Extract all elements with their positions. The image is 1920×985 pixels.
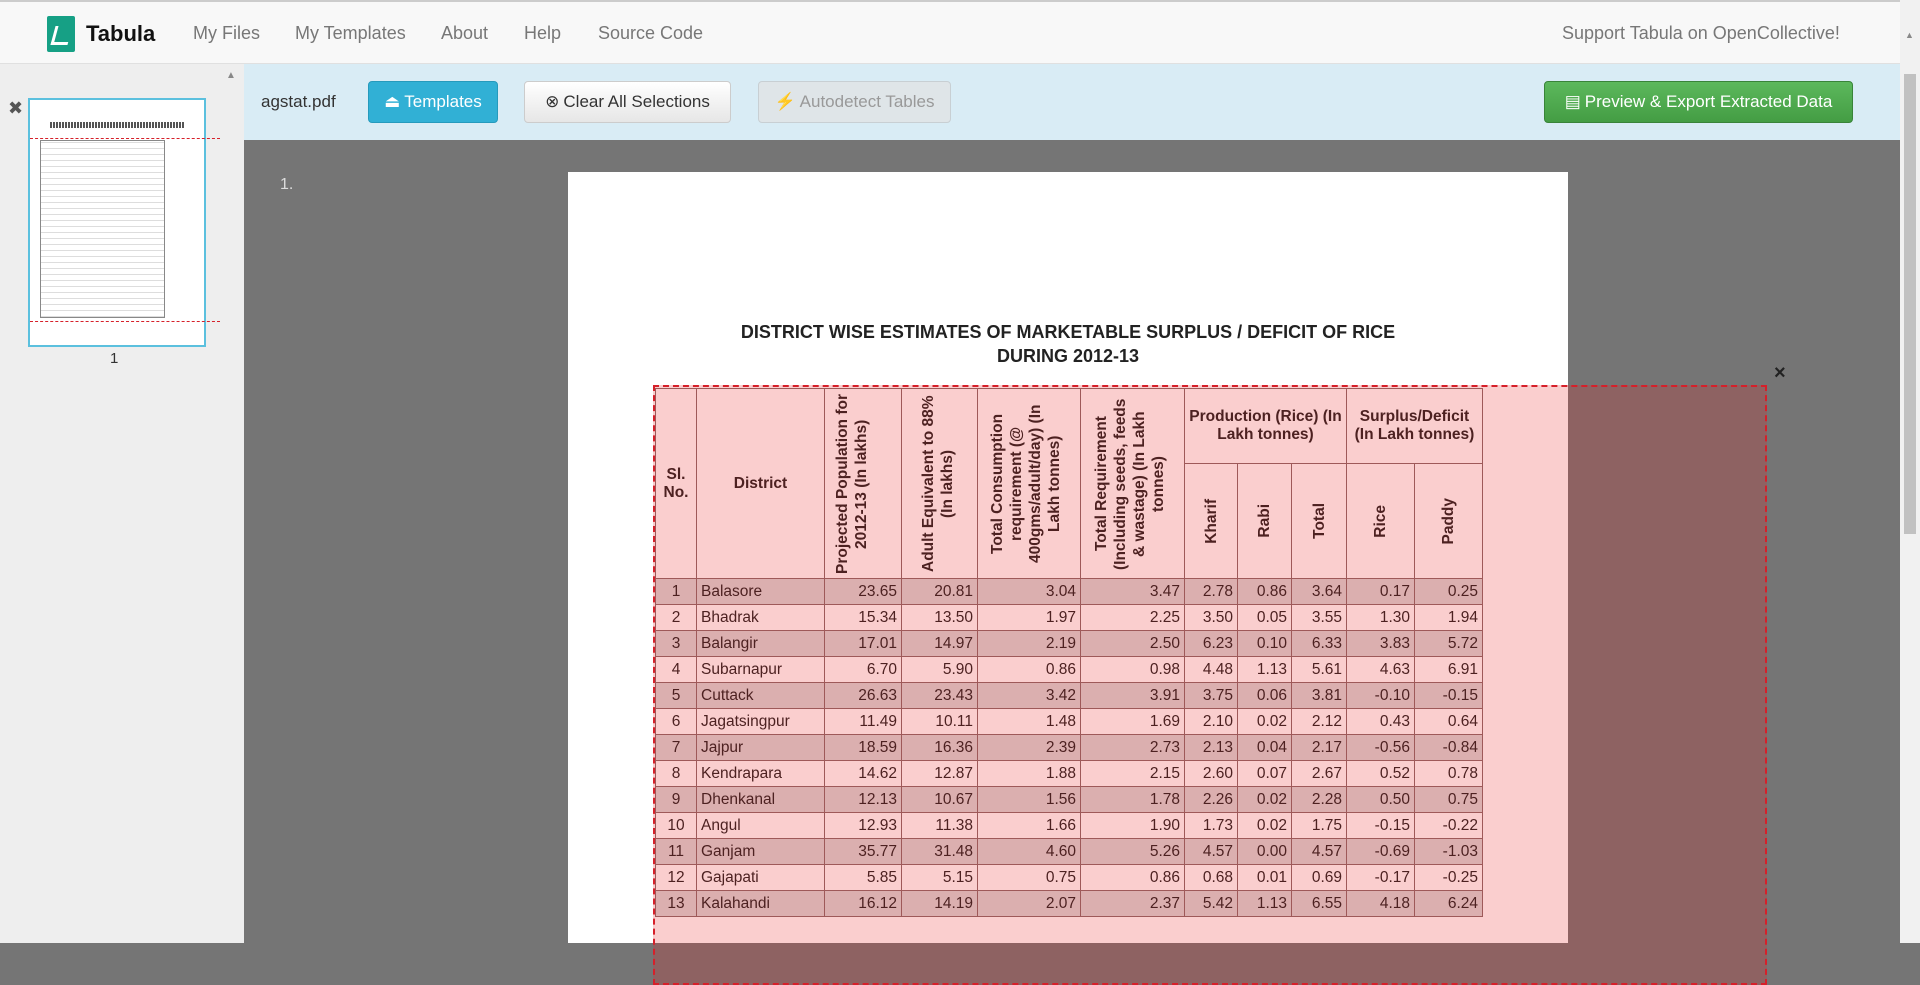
- nav-about[interactable]: About: [441, 23, 489, 43]
- table-cell: 3.50: [1185, 605, 1238, 631]
- table-cell: 10: [656, 813, 697, 839]
- table-cell: 0.69: [1292, 865, 1347, 891]
- table-cell: 16.36: [902, 735, 978, 761]
- table-cell: -0.84: [1415, 735, 1483, 761]
- table-cell: 4: [656, 657, 697, 683]
- table-cell: 1.97: [978, 605, 1081, 631]
- table-cell: 1.73: [1185, 813, 1238, 839]
- autodetect-tables-button[interactable]: ⚡ Autodetect Tables: [758, 81, 951, 123]
- navbar: [0, 0, 1900, 64]
- table-cell: 2.17: [1292, 735, 1347, 761]
- table-row: [656, 709, 1483, 735]
- table-cell: 11: [656, 839, 697, 865]
- table-cell: Balasore: [697, 579, 825, 605]
- header-rice: Rice: [1347, 464, 1415, 579]
- table-cell: 0.52: [1347, 761, 1415, 787]
- table-cell: 2.12: [1292, 709, 1347, 735]
- table-row: [656, 839, 1483, 865]
- header-paddy: Paddy: [1415, 464, 1483, 579]
- table-cell: 6.24: [1415, 891, 1483, 917]
- table-cell: 2.78: [1185, 579, 1238, 605]
- table-cell: 18.59: [825, 735, 902, 761]
- table-cell: 3.75: [1185, 683, 1238, 709]
- table-cell: -0.10: [1347, 683, 1415, 709]
- table-cell: 11.49: [825, 709, 902, 735]
- table-cell: 2.67: [1292, 761, 1347, 787]
- templates-button[interactable]: ⏏ Templates: [368, 81, 498, 123]
- data-table: [655, 388, 1483, 917]
- table-cell: 1.90: [1081, 813, 1185, 839]
- table-cell: 0.04: [1238, 735, 1292, 761]
- table-cell: 4.57: [1292, 839, 1347, 865]
- table-cell: 5.85: [825, 865, 902, 891]
- table-cell: 1.78: [1081, 787, 1185, 813]
- table-cell: Dhenkanal: [697, 787, 825, 813]
- table-cell: Angul: [697, 813, 825, 839]
- table-cell: Bhadrak: [697, 605, 825, 631]
- table-cell: 12.13: [825, 787, 902, 813]
- header-requirement: Total Requirement (Including seeds, feeds & wastage) (In Lakh tonnes): [1081, 389, 1185, 579]
- table-cell: 3.04: [978, 579, 1081, 605]
- table-cell: 12.93: [825, 813, 902, 839]
- remove-circle-icon: ⊗: [545, 92, 560, 111]
- selection-close-icon[interactable]: ×: [1774, 362, 1786, 384]
- table-cell: 1.30: [1347, 605, 1415, 631]
- table-cell: 6.33: [1292, 631, 1347, 657]
- table-cell: 2.37: [1081, 891, 1185, 917]
- table-row: [656, 787, 1483, 813]
- table-cell: 17.01: [825, 631, 902, 657]
- brand[interactable]: Tabula: [86, 21, 156, 46]
- tabula-logo-icon[interactable]: [47, 16, 75, 52]
- table-cell: -0.22: [1415, 813, 1483, 839]
- nav-support[interactable]: Support Tabula on OpenCollective!: [1562, 23, 1840, 43]
- table-cell: 0.00: [1238, 839, 1292, 865]
- page-number: 1.: [280, 176, 294, 193]
- table-cell: 23.65: [825, 579, 902, 605]
- thumbnail-selection: [30, 138, 220, 322]
- table-cell: 0.10: [1238, 631, 1292, 657]
- table-cell: 4.63: [1347, 657, 1415, 683]
- table-cell: 0.01: [1238, 865, 1292, 891]
- table-cell: 0.25: [1415, 579, 1483, 605]
- header-population: Projected Population for 2012-13 (In lakhs): [825, 389, 902, 579]
- header-adult-equivalent: Adult Equivalent to 88% (In lakhs): [902, 389, 978, 579]
- table-cell: 3.64: [1292, 579, 1347, 605]
- table-cell: 1: [656, 579, 697, 605]
- table-row: [656, 735, 1483, 761]
- table-cell: 0.86: [1081, 865, 1185, 891]
- header-total: Total: [1292, 464, 1347, 579]
- table-cell: -0.17: [1347, 865, 1415, 891]
- table-cell: 3.47: [1081, 579, 1185, 605]
- table-cell: 13.50: [902, 605, 978, 631]
- thumbnail-title: [50, 122, 184, 128]
- page-sidebar: [0, 64, 244, 943]
- table-cell: Subarnapur: [697, 657, 825, 683]
- table-cell: 5.26: [1081, 839, 1185, 865]
- preview-export-button[interactable]: ▤ Preview & Export Extracted Data: [1544, 81, 1853, 123]
- header-kharif: Kharif: [1185, 464, 1238, 579]
- table-cell: 0.78: [1415, 761, 1483, 787]
- table-cell: 2.13: [1185, 735, 1238, 761]
- table-cell: 1.13: [1238, 657, 1292, 683]
- table-cell: 0.17: [1347, 579, 1415, 605]
- table-cell: 6.55: [1292, 891, 1347, 917]
- table-cell: 0.02: [1238, 787, 1292, 813]
- scroll-up-icon[interactable]: ▲: [1905, 30, 1914, 40]
- table-cell: 3.81: [1292, 683, 1347, 709]
- table-cell: 14.97: [902, 631, 978, 657]
- table-cell: Kendrapara: [697, 761, 825, 787]
- clear-all-selections-button[interactable]: ⊗ Clear All Selections: [524, 81, 731, 123]
- table-cell: 2.25: [1081, 605, 1185, 631]
- table-cell: 10.11: [902, 709, 978, 735]
- table-cell: Kalahandi: [697, 891, 825, 917]
- filename: agstat.pdf: [261, 92, 336, 111]
- table-cell: 2.60: [1185, 761, 1238, 787]
- table-cell: 4.60: [978, 839, 1081, 865]
- table-cell: -0.15: [1415, 683, 1483, 709]
- table-cell: 5.90: [902, 657, 978, 683]
- table-cell: 11.38: [902, 813, 978, 839]
- table-cell: 2.15: [1081, 761, 1185, 787]
- header-consumption: Total Consumption requirement (@ 400gms/adult/day) (In Lakh tonnes): [978, 389, 1081, 579]
- table-cell: 0.68: [1185, 865, 1238, 891]
- table-cell: -0.15: [1347, 813, 1415, 839]
- header-surplus: Surplus/Deficit (In Lakh tonnes): [1347, 389, 1483, 464]
- table-cell: -0.69: [1347, 839, 1415, 865]
- table-cell: 12: [656, 865, 697, 891]
- table-row: [656, 579, 1483, 605]
- table-row: [656, 605, 1483, 631]
- table-cell: 1.13: [1238, 891, 1292, 917]
- table-cell: 31.48: [902, 839, 978, 865]
- table-cell: 2.39: [978, 735, 1081, 761]
- pdf-page: [568, 172, 1568, 943]
- table-cell: 1.56: [978, 787, 1081, 813]
- toolbar: [244, 64, 1900, 140]
- table-cell: 4.57: [1185, 839, 1238, 865]
- header-production: Production (Rice) (In Lakh tonnes): [1185, 389, 1347, 464]
- table-row: [656, 631, 1483, 657]
- header-sl-no: Sl. No.: [656, 389, 697, 579]
- nav-source-code[interactable]: Source Code: [598, 23, 704, 43]
- table-cell: 6.70: [825, 657, 902, 683]
- table-cell: 2.26: [1185, 787, 1238, 813]
- table-cell: -0.25: [1415, 865, 1483, 891]
- nav-help[interactable]: Help: [524, 23, 562, 43]
- table-cell: 3: [656, 631, 697, 657]
- header-district: District: [697, 389, 825, 579]
- page-scrollbar[interactable]: [1900, 0, 1920, 943]
- table-cell: 16.12: [825, 891, 902, 917]
- nav-my-templates[interactable]: My Templates: [295, 23, 406, 43]
- table-cell: 0.98: [1081, 657, 1185, 683]
- table-row: [656, 865, 1483, 891]
- list-icon: ▤: [1564, 92, 1581, 111]
- table-cell: 5.15: [902, 865, 978, 891]
- table-cell: Ganjam: [697, 839, 825, 865]
- table-cell: 3.91: [1081, 683, 1185, 709]
- table-cell: 5.61: [1292, 657, 1347, 683]
- table-cell: 3.83: [1347, 631, 1415, 657]
- document-title: DISTRICT WISE ESTIMATES OF MARKETABLE SURPLUS / DEFICIT OF RICE DURING 2012-13: [740, 322, 1396, 366]
- scrollbar-thumb[interactable]: [1904, 74, 1916, 534]
- table-cell: 5: [656, 683, 697, 709]
- table-cell: 2.73: [1081, 735, 1185, 761]
- table-cell: 23.43: [902, 683, 978, 709]
- thumbnail-page-number: 1: [110, 350, 119, 367]
- table-cell: 2: [656, 605, 697, 631]
- table-cell: 35.77: [825, 839, 902, 865]
- table-cell: 1.94: [1415, 605, 1483, 631]
- table-cell: -0.56: [1347, 735, 1415, 761]
- table-cell: Balangir: [697, 631, 825, 657]
- table-cell: 6.91: [1415, 657, 1483, 683]
- table-cell: 3.42: [978, 683, 1081, 709]
- table-row: [656, 761, 1483, 787]
- table-cell: 0.86: [978, 657, 1081, 683]
- table-cell: 5.42: [1185, 891, 1238, 917]
- table-row: [656, 891, 1483, 917]
- table-cell: 1.69: [1081, 709, 1185, 735]
- table-row: [656, 657, 1483, 683]
- table-cell: 0.07: [1238, 761, 1292, 787]
- table-cell: 20.81: [902, 579, 978, 605]
- table-cell: 5.72: [1415, 631, 1483, 657]
- table-cell: 10.67: [902, 787, 978, 813]
- table-cell: 2.50: [1081, 631, 1185, 657]
- table-row: [656, 813, 1483, 839]
- table-cell: 6: [656, 709, 697, 735]
- table-cell: 3.55: [1292, 605, 1347, 631]
- header-rabi: Rabi: [1238, 464, 1292, 579]
- close-icon[interactable]: ✖: [8, 98, 24, 118]
- table-cell: 14.62: [825, 761, 902, 787]
- table-cell: 2.07: [978, 891, 1081, 917]
- table-cell: 1.88: [978, 761, 1081, 787]
- table-cell: 14.19: [902, 891, 978, 917]
- table-cell: 0.06: [1238, 683, 1292, 709]
- table-cell: 26.63: [825, 683, 902, 709]
- table-cell: 6.23: [1185, 631, 1238, 657]
- table-cell: 9: [656, 787, 697, 813]
- table-row: [656, 683, 1483, 709]
- scroll-up-icon[interactable]: ▲: [226, 70, 236, 81]
- table-cell: 1.75: [1292, 813, 1347, 839]
- table-cell: Jajpur: [697, 735, 825, 761]
- table-cell: 1.48: [978, 709, 1081, 735]
- table-cell: 0.86: [1238, 579, 1292, 605]
- table-cell: 4.18: [1347, 891, 1415, 917]
- table-cell: 4.48: [1185, 657, 1238, 683]
- table-cell: 2.19: [978, 631, 1081, 657]
- nav-my-files[interactable]: My Files: [193, 23, 260, 43]
- page-thumbnail[interactable]: [28, 98, 206, 347]
- templates-icon: ⏏: [384, 92, 401, 111]
- table-cell: 8: [656, 761, 697, 787]
- table-cell: Cuttack: [697, 683, 825, 709]
- table-cell: 15.34: [825, 605, 902, 631]
- table-cell: 7: [656, 735, 697, 761]
- table-cell: 12.87: [902, 761, 978, 787]
- table-cell: 2.10: [1185, 709, 1238, 735]
- table-cell: 0.75: [1415, 787, 1483, 813]
- table-cell: Gajapati: [697, 865, 825, 891]
- table-cell: 0.02: [1238, 813, 1292, 839]
- table-cell: 13: [656, 891, 697, 917]
- table-cell: 0.64: [1415, 709, 1483, 735]
- table-cell: 2.28: [1292, 787, 1347, 813]
- table-cell: 0.43: [1347, 709, 1415, 735]
- table-cell: -1.03: [1415, 839, 1483, 865]
- table-cell: 0.75: [978, 865, 1081, 891]
- table-cell: 1.66: [978, 813, 1081, 839]
- table-cell: 0.05: [1238, 605, 1292, 631]
- table-cell: 0.02: [1238, 709, 1292, 735]
- table-cell: 0.50: [1347, 787, 1415, 813]
- table-cell: Jagatsingpur: [697, 709, 825, 735]
- flash-icon: ⚡: [774, 92, 796, 111]
